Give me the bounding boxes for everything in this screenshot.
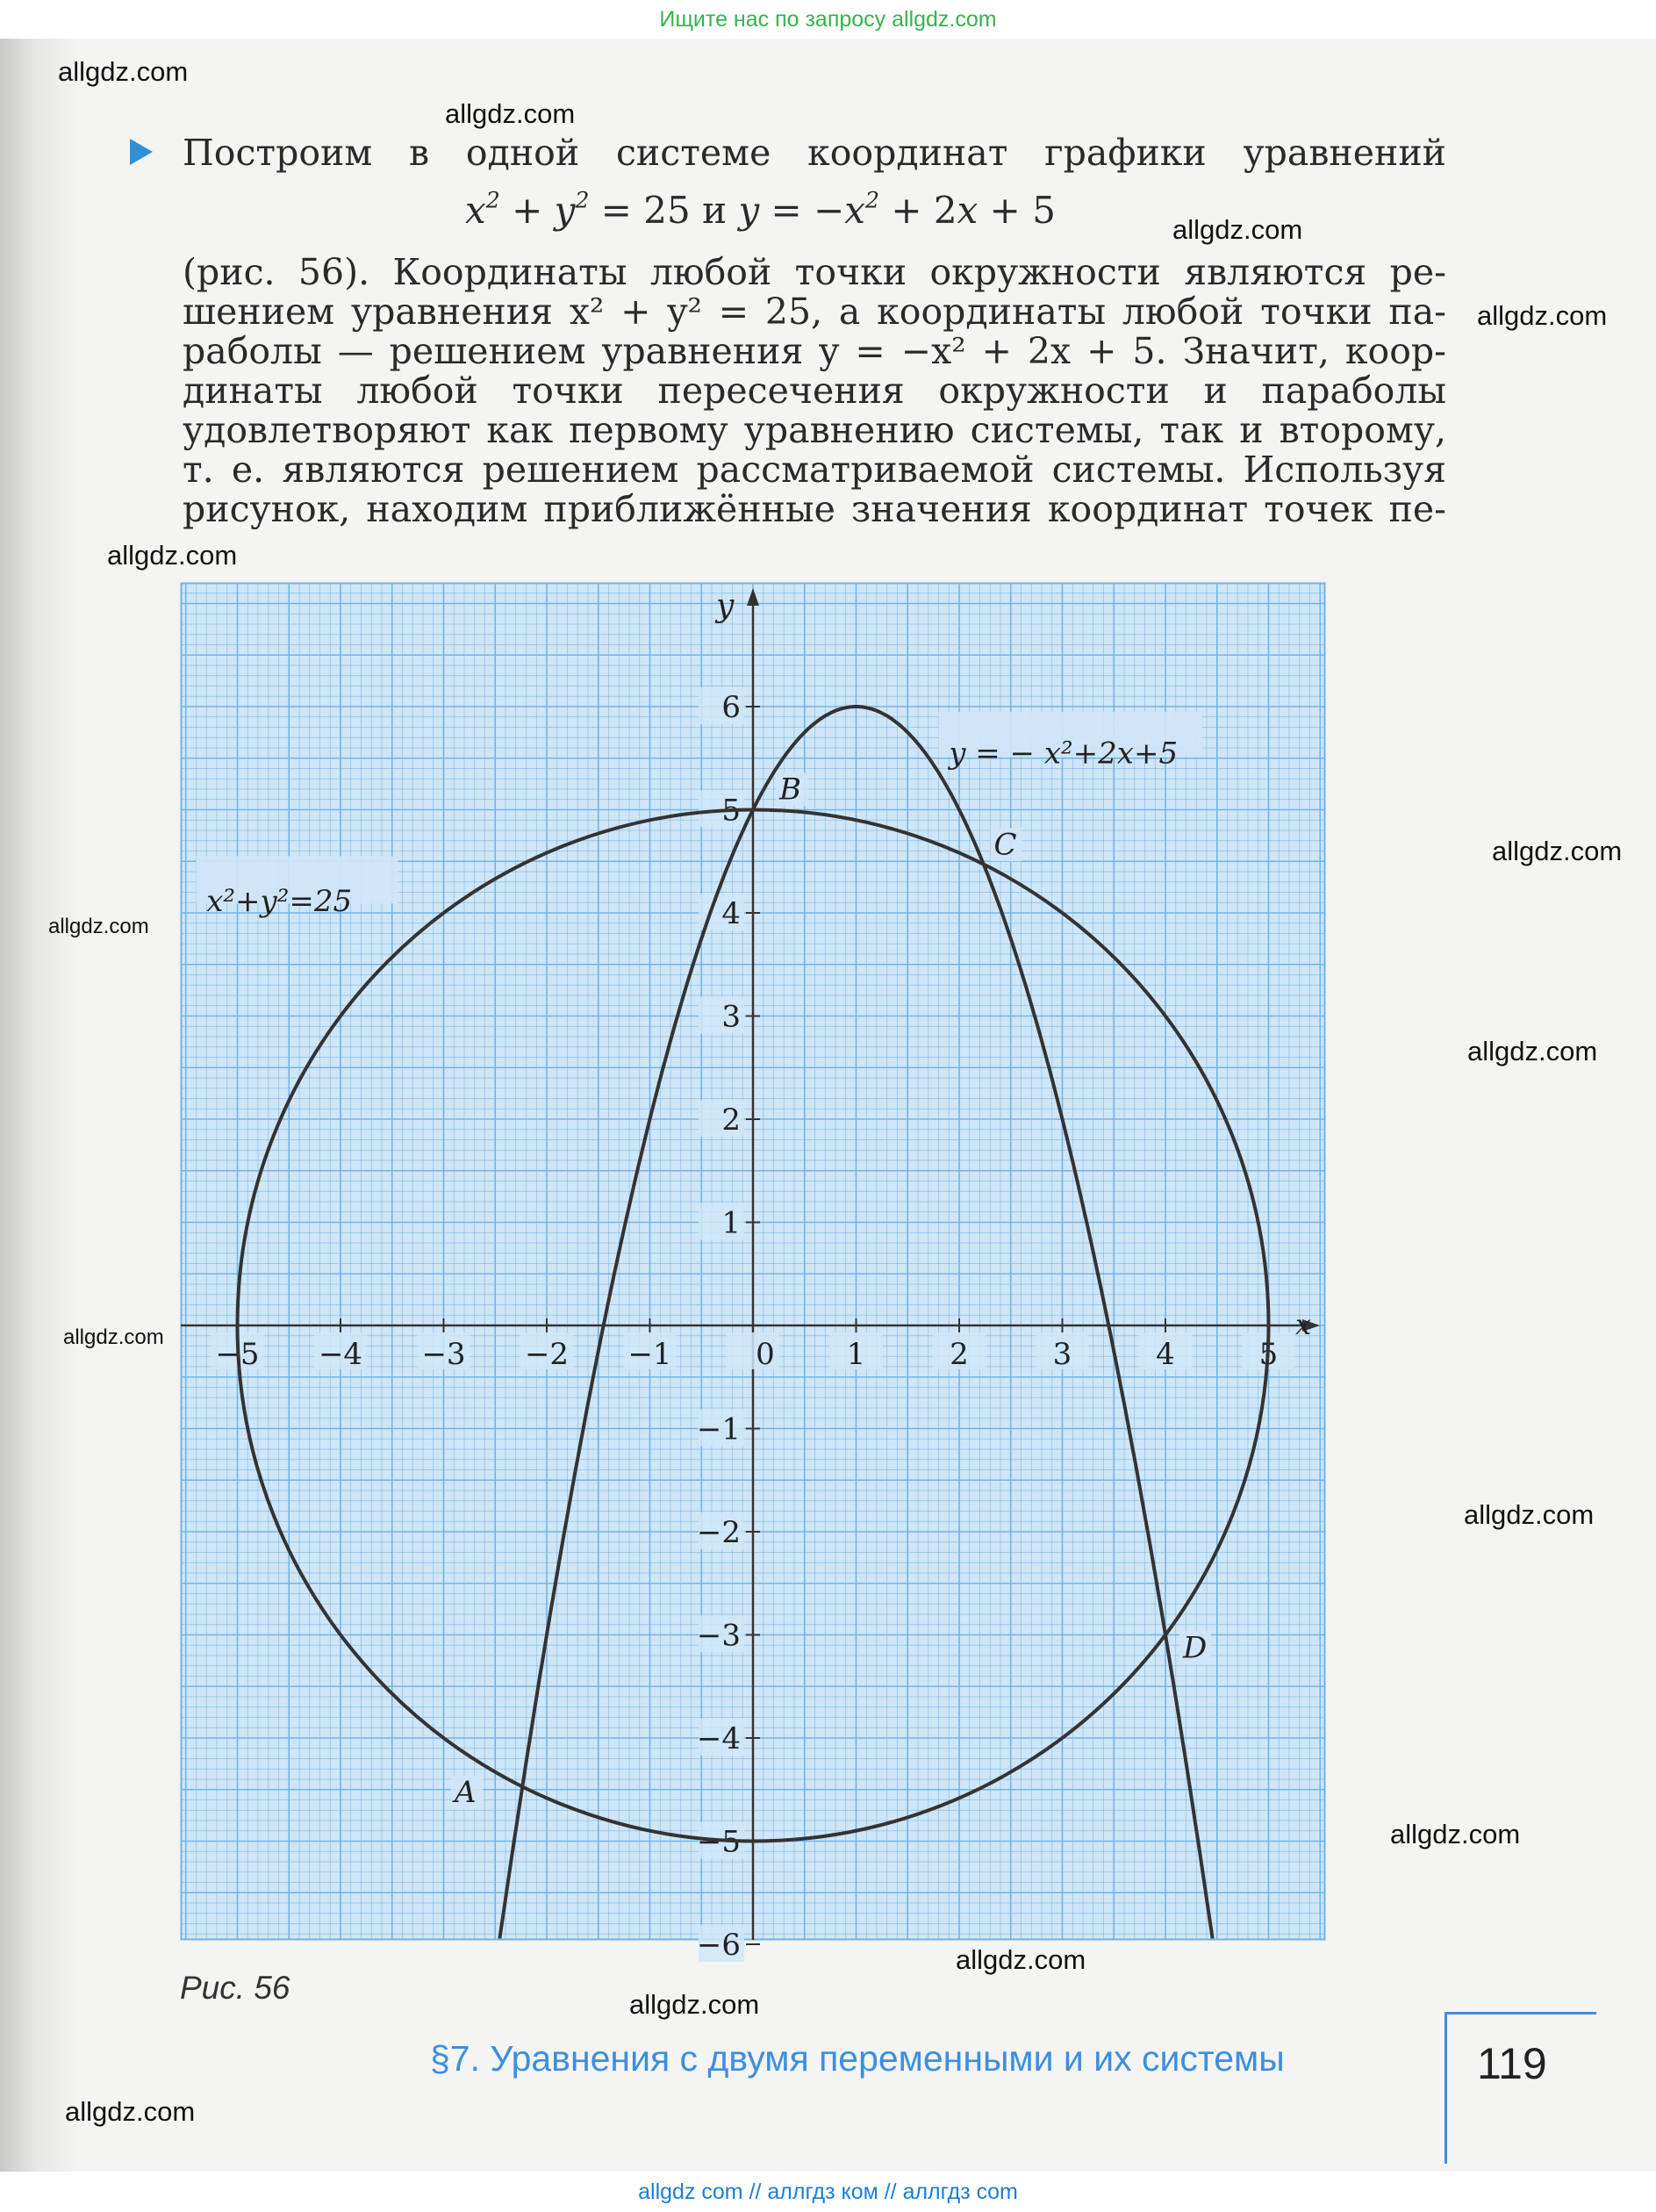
- watermark: allgdz.com: [629, 1989, 760, 2020]
- x-tick-label: −3: [421, 1337, 466, 1372]
- watermark: allgdz.com: [58, 56, 189, 87]
- point-label-C: C: [993, 827, 1017, 863]
- y-tick-label: 3: [721, 999, 741, 1035]
- body-line: удовлетворяют как первому уравнению системы, так и второму,: [183, 409, 1446, 451]
- watermark: allgdz.com: [1390, 1819, 1521, 1849]
- watermark: allgdz.com: [1477, 300, 1608, 331]
- body-line: динаты любой точки пересечения окружности и параболы: [183, 370, 1446, 412]
- x-tick-label: −5: [215, 1337, 260, 1372]
- play-marker-icon: [130, 139, 153, 165]
- y-tick-label: −4: [696, 1721, 741, 1756]
- watermark: allgdz.com: [1172, 214, 1303, 245]
- watermark: allgdz.com: [445, 98, 576, 129]
- x-tick-label: 2: [950, 1337, 969, 1372]
- y-axis-label: y: [716, 588, 735, 624]
- x-tick-label: −4: [318, 1337, 363, 1372]
- x-tick-label: 3: [1052, 1337, 1072, 1372]
- body-paragraph: [183, 253, 1446, 529]
- body-line: т. е. являются решением рассматриваемой системы. Используя: [183, 449, 1446, 491]
- y-tick-label: −3: [696, 1618, 741, 1654]
- watermark: allgdz.com: [63, 1325, 164, 1349]
- y-tick-label: −1: [696, 1411, 741, 1447]
- y-tick-label: 2: [721, 1102, 741, 1138]
- intro-line: Построим в одной системе координат графики уравнений: [183, 132, 1446, 174]
- y-tick-label: −5: [696, 1824, 741, 1860]
- x-tick-label: 0: [756, 1337, 775, 1372]
- circle-label: x²+y²=25: [206, 884, 353, 919]
- parabola-label: y = − x²+2x+5: [949, 736, 1179, 772]
- body-line: (рис. 56). Координаты любой точки окружности являются ре-: [183, 251, 1446, 293]
- y-tick-label: −6: [696, 1928, 741, 1963]
- watermark: allgdz.com: [1492, 836, 1623, 866]
- y-tick-label: −2: [696, 1515, 741, 1550]
- y-tick-label: 5: [721, 793, 741, 829]
- point-label-A: A: [455, 1775, 477, 1810]
- x-tick-label: 5: [1258, 1337, 1279, 1372]
- x-tick-label: −2: [524, 1337, 570, 1372]
- body-line: шением уравнения x² + y² = 25, а координаты любой точки па-: [183, 291, 1446, 333]
- bottom-banner[interactable]: allgdz com // аллгдз ком // аллгдз com: [0, 2172, 1656, 2212]
- intro-paragraph: [183, 133, 1446, 173]
- point-label-D: D: [1183, 1630, 1208, 1666]
- x-axis-label: x: [1295, 1308, 1312, 1341]
- watermark: allgdz.com: [956, 1944, 1086, 1975]
- x-tick-label: 1: [846, 1337, 866, 1372]
- x-tick-label: 4: [1156, 1337, 1175, 1372]
- figure-caption: Рис. 56: [180, 1970, 290, 2006]
- watermark: allgdz.com: [1464, 1499, 1595, 1530]
- watermark: allgdz.com: [48, 915, 149, 938]
- system-formula: $x^2 + y^2 = 25$ и $y = -x^2 + 2x + 5$: [465, 187, 1056, 232]
- y-tick-label: 4: [721, 896, 741, 931]
- x-tick-label: −1: [627, 1337, 672, 1372]
- body-line: раболы — решением уравнения y = −x² + 2x + 5. Значит, коор-: [183, 330, 1446, 372]
- watermark: allgdz.com: [65, 2096, 196, 2127]
- body-line: рисунок, находим приближённые значения координат точек пе-: [183, 488, 1446, 530]
- page-number: 119: [1477, 2039, 1547, 2088]
- y-tick-label: 1: [721, 1205, 741, 1241]
- top-banner[interactable]: Ищите нас по запросу allgdz.com: [0, 0, 1656, 39]
- point-label-B: B: [779, 772, 801, 808]
- watermark: allgdz.com: [1467, 1036, 1598, 1066]
- section-title: §7. Уравнения с двумя переменными и их системы: [430, 2038, 1285, 2079]
- y-tick-label: 6: [721, 690, 741, 725]
- formula-and: и: [702, 189, 728, 232]
- watermark: allgdz.com: [107, 540, 238, 571]
